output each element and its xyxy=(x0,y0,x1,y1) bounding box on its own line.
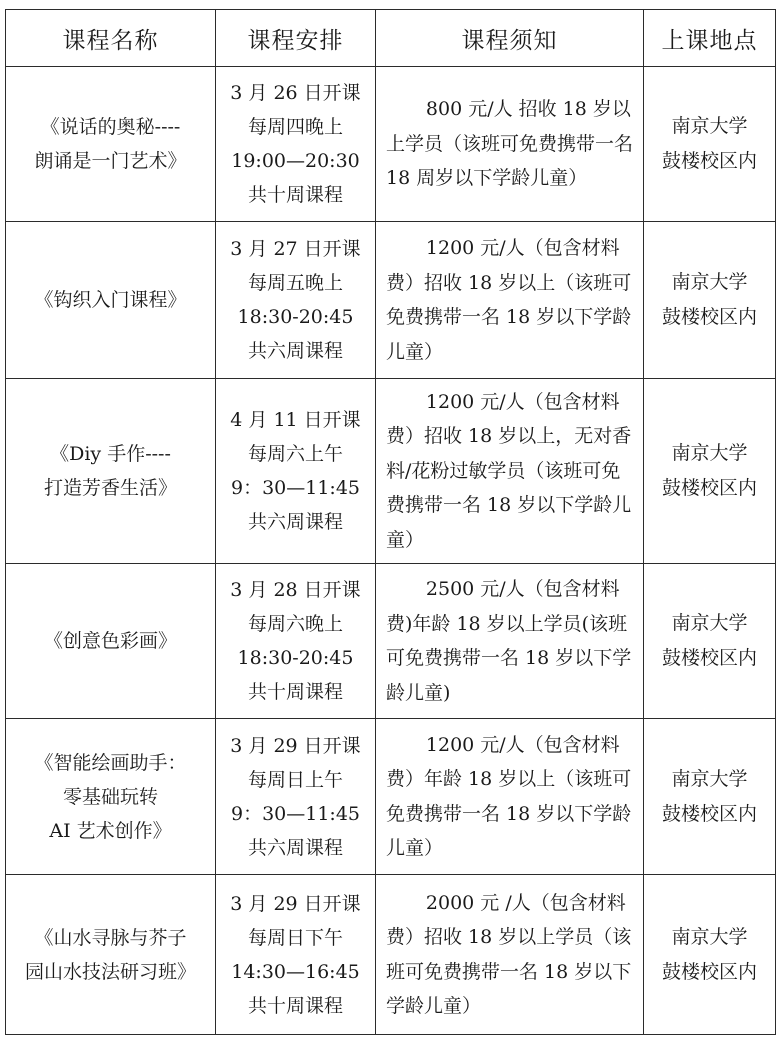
schedule-duration: 共十周课程 xyxy=(247,994,343,1017)
schedule-cell xyxy=(216,379,376,564)
notice-cell: 1200 元/人（包含材料费）年龄 18 岁以上（该班可免费携带一名 18 岁以下学龄儿童） xyxy=(376,719,644,875)
table-row xyxy=(6,875,776,1035)
header-notice: 课程须知 xyxy=(376,10,644,67)
table-row xyxy=(6,564,776,719)
schedule-cell xyxy=(216,67,376,222)
table-row xyxy=(6,379,776,564)
schedule-start: 3 月 26 日开课 xyxy=(230,82,361,104)
location-line: 南京大学 xyxy=(671,767,748,790)
location-cell xyxy=(644,379,776,564)
schedule-cell xyxy=(216,875,376,1035)
location-cell xyxy=(644,564,776,719)
notice-cell: 2000 元 /人（包含材料费）招收 18 岁以上学员（该班可免费携带一名 18 岁以下学龄儿童） xyxy=(376,875,644,1035)
course-name-cell xyxy=(6,564,216,719)
schedule-day: 每周五晚上 xyxy=(247,272,343,294)
schedule-day: 每周四晚上 xyxy=(247,116,343,138)
schedule-time: 18:30-20:45 xyxy=(237,306,354,328)
course-name-line: 零基础玩转 xyxy=(62,785,158,808)
course-name-cell xyxy=(6,875,216,1035)
course-name-line: 《智能绘画助手： xyxy=(34,751,187,774)
schedule-start: 3 月 29 日开课 xyxy=(230,734,361,757)
course-name-line: 打造芳香生活》 xyxy=(43,477,177,499)
location-cell xyxy=(644,875,776,1035)
schedule-day: 每周日上午 xyxy=(247,768,343,791)
location-line: 南京大学 xyxy=(671,115,748,137)
course-name-line: 《钩织入门课程》 xyxy=(34,289,187,311)
course-name-line: 《Diy 手作---- xyxy=(50,443,171,465)
schedule-start: 3 月 29 日开课 xyxy=(230,892,361,915)
schedule-time: 18:30-20:45 xyxy=(237,647,354,669)
location-line: 南京大学 xyxy=(671,271,748,293)
location-line: 南京大学 xyxy=(671,925,748,948)
header-schedule: 课程安排 xyxy=(216,10,376,67)
location-line: 鼓楼校区内 xyxy=(661,802,757,825)
location-line: 鼓楼校区内 xyxy=(661,647,757,669)
schedule-duration: 共六周课程 xyxy=(247,511,343,533)
location-line: 南京大学 xyxy=(671,442,748,464)
table-row xyxy=(6,719,776,875)
header-location: 上课地点 xyxy=(644,10,776,67)
location-cell xyxy=(644,67,776,222)
location-line: 鼓楼校区内 xyxy=(661,306,757,328)
course-name-cell xyxy=(6,67,216,222)
schedule-day: 每周六晚上 xyxy=(247,613,343,635)
schedule-time: 19:00—20:30 xyxy=(231,150,360,172)
table-row xyxy=(6,222,776,379)
course-name-line: 《说话的奥秘---- xyxy=(40,116,181,138)
schedule-duration: 共六周课程 xyxy=(247,340,343,362)
schedule-time: 9：30—11:45 xyxy=(230,802,361,825)
schedule-time: 9：30—11:45 xyxy=(230,477,361,499)
course-name-line: 《创意色彩画》 xyxy=(43,630,177,652)
schedule-cell xyxy=(216,564,376,719)
schedule-day: 每周日下午 xyxy=(247,926,343,949)
schedule-day: 每周六上午 xyxy=(247,443,343,465)
location-line: 鼓楼校区内 xyxy=(661,150,757,172)
notice-cell: 1200 元/人（包含材料费）招收 18 岁以上（该班可免费携带一名 18 岁以下学龄儿童） xyxy=(376,222,644,379)
location-line: 鼓楼校区内 xyxy=(661,960,757,983)
schedule-start: 4 月 11 日开课 xyxy=(230,409,361,431)
schedule-cell xyxy=(216,719,376,875)
schedule-duration: 共六周课程 xyxy=(247,836,343,859)
course-name-cell xyxy=(6,379,216,564)
notice-cell: 2500 元/人（包含材料费)年龄 18 岁以上学员(该班可免费携带一名 18 岁以下学龄儿童) xyxy=(376,564,644,719)
notice-cell: 800 元/人 招收 18 岁以上学员（该班可免费携带一名 18 周岁以下学龄儿童） xyxy=(376,67,644,222)
schedule-duration: 共十周课程 xyxy=(247,184,343,206)
schedule-start: 3 月 28 日开课 xyxy=(230,579,361,601)
course-table xyxy=(5,9,776,1035)
location-line: 南京大学 xyxy=(671,612,748,634)
course-name-line: 《山水寻脉与芥子 xyxy=(34,926,187,949)
notice-cell: 1200 元/人（包含材料费）招收 18 岁以上，无对香料/花粉过敏学员（该班可免费携带一名 18 岁以下学龄儿童） xyxy=(376,379,644,564)
location-cell xyxy=(644,719,776,875)
course-name-line: AI 艺术创作》 xyxy=(49,819,172,842)
course-name-line: 朗诵是一门艺术》 xyxy=(34,150,187,172)
schedule-cell xyxy=(216,222,376,379)
schedule-start: 3 月 27 日开课 xyxy=(230,238,361,260)
course-name-line: 园山水技法研习班》 xyxy=(24,960,196,983)
schedule-duration: 共十周课程 xyxy=(247,681,343,703)
table-row xyxy=(6,67,776,222)
course-name-cell xyxy=(6,222,216,379)
course-name-cell xyxy=(6,719,216,875)
schedule-time: 14:30—16:45 xyxy=(231,960,360,983)
location-cell xyxy=(644,222,776,379)
location-line: 鼓楼校区内 xyxy=(661,477,757,499)
table-header-row xyxy=(6,10,776,67)
header-course-name: 课程名称 xyxy=(6,10,216,67)
